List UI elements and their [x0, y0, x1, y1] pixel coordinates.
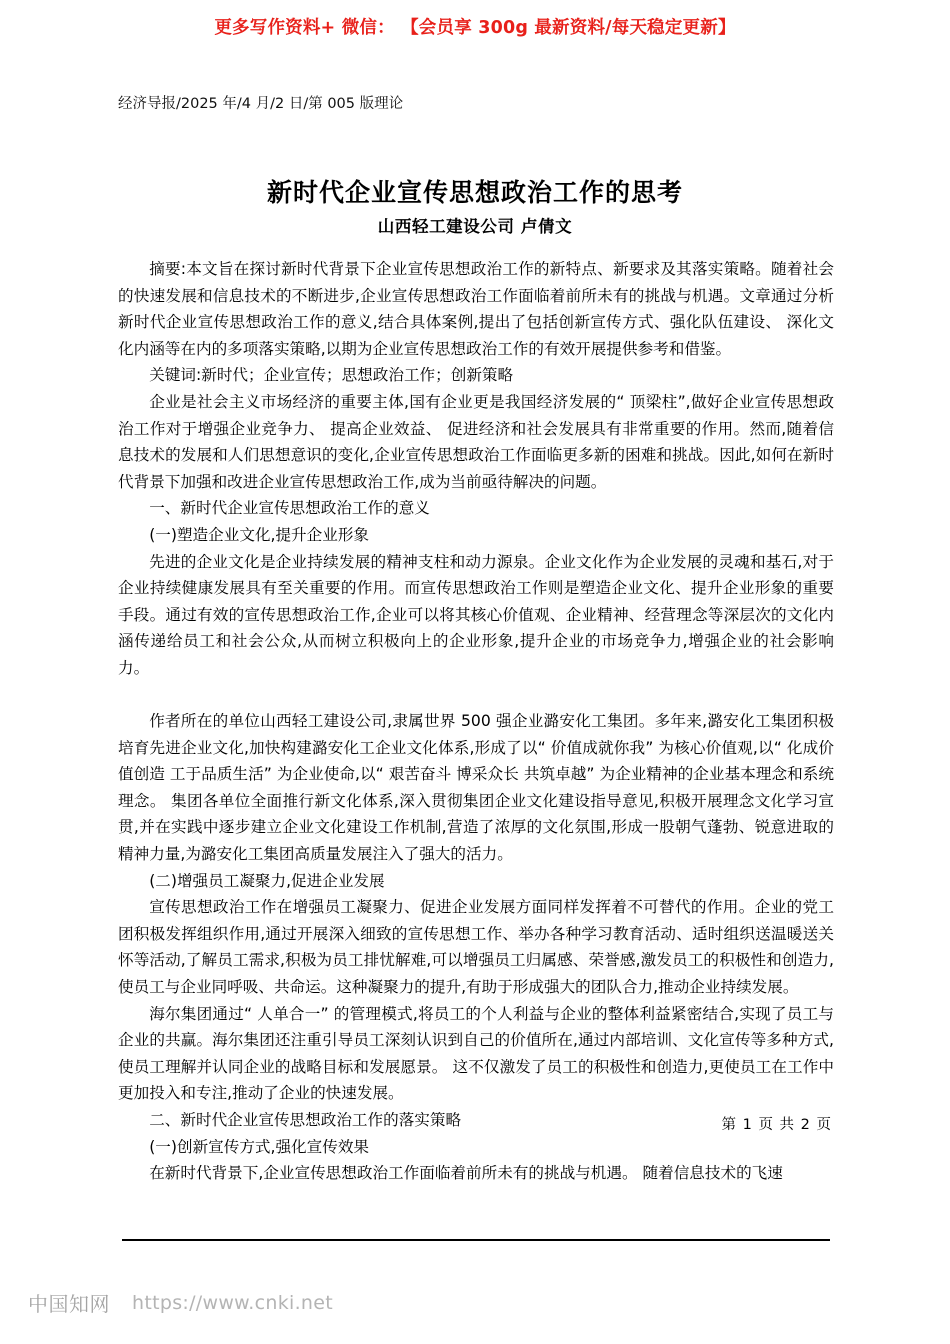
author-byline: 山西轻工建设公司 卢倩文 [377, 217, 573, 236]
subsection-heading-2-1: (一)创新宣传方式,强化宣传效果 [149, 1137, 370, 1156]
paragraph-body-2-1: 在新时代背景下,企业宣传思想政治工作面临着前所未有的挑战与机遇。 随着信息技术的飞速 [149, 1164, 783, 1183]
paragraph-body-1-2: 宣传思想政治工作在增强员工凝聚力、促进企业发展方面同样发挥着不可替代的作用。企业的党工团积极发挥组织作用,通过开展深入细致的宣传思想工作、举办各种学习教育活动、适时组织送温暖送关怀等活动,了解员工需求,积极为员工排忧解难,可以增强员工归属感、荣誉感,激发员工的积极性和创造力,使员工与企业同呼吸、共命运。这种凝聚力的提升,有助于形成强大的团队合力,推动企业持续发展。 [118, 898, 834, 997]
paragraph-body-1-1: 先进的企业文化是企业持续发展的精神支柱和动力源泉。企业文化作为企业发展的灵魂和基石,对于企业持续健康发展具有至关重要的作用。而宣传思想政治工作则是塑造企业文化、提升企业形象的重要手段。通过有效的宣传思想政治工作,企业可以将其核心价值观、企业精神、经营理念等深层次的文化内涵传递给员工和社会公众,从而树立积极向上的企业形象,提升企业的市场竞争力,增强企业的社会影响力。 [118, 552, 834, 677]
promo-banner: 更多写作资料+ 微信： 【会员享 300g 最新资料/每天稳定更新】 [214, 18, 736, 38]
footer-divider [122, 1239, 830, 1241]
paragraph-abstract: 摘要:本文旨在探讨新时代背景下企业宣传思想政治工作的新特点、新要求及其落实策略。随着社会的快速发展和信息技术的不断进步,企业宣传思想政治工作面临着前所未有的挑战与机遇。文章通过分析新时代企业宣传思想政治工作的意义,结合具体案例,提出了包括创新宣传方式、强化队伍建设、 深化文化内涵等在内的多项落实策略,以期为企业宣传思想政治工作的有效开展提供参考和借鉴。 [118, 260, 834, 358]
cnki-url-text: https://www.cnki.net [132, 1291, 334, 1314]
article-body [118, 256, 834, 1187]
paragraph-introduction: 企业是社会主义市场经济的重要主体,国有企业更是我国经济发展的“ 顶梁柱”,做好企业宣传思想政治工作对于增强企业竞争力、 提高企业效益、 促进经济和社会发展具有非常重要的作用。然而,随着信息技术的发展和人们思想意识的变化,企业宣传思想政治工作面临更多新的困难和挑战。因此,如何在新时代背景下加强和改进企业宣传思想政治工作,成为当前亟待解决的问题。 [118, 392, 834, 491]
subsection-heading-1-1: (一)塑造企业文化,提升企业形象 [149, 525, 370, 544]
paragraph-case-luan: 作者所在的单位山西轻工建设公司,隶属世界 500 强企业潞安化工集团。多年来,潞安化工集团积极培育先进企业文化,加快构建潞安化工企业文化体系,形成了以“ 价值成就你我” 为核心价值观,以“ 化成价值创造 工于品质生活” 为企业使命,以“ 艰苦奋斗 博采众长 共筑卓越” 为企业精神的企业基本理念和系统理念。 集团各单位全面推行新文化体系,深入贯彻集团企业文化建设指导意见,积极开展理念文化学习宣贯,并在实践中逐步建立企业文化建设工作机制,营造了浓厚的文化氛围,形成一股朝气蓬勃、锐意进取的精神力量,为潞安化工集团高质量发展注入了强大的活力。 [118, 712, 834, 864]
paragraph-case-haier: 海尔集团通过“ 人单合一” 的管理模式,将员工的个人利益与企业的整体利益紧密结合,实现了员工与企业的共赢。海尔集团还注重引导员工深刻认识到自己的价值所在,通过内部培训、文化宣传等多种方式,使员工理解并认同企业的战略目标和发展愿景。 这不仅激发了员工的积极性和创造力,更使员工在工作中更加投入和专注,推动了企业的快速发展。 [118, 1004, 834, 1103]
page-number-footer: 第 1 页 共 2 页 [721, 1117, 832, 1133]
publication-masthead: 经济导报/2025 年/4 月/2 日/第 005 版理论 [118, 96, 404, 112]
section-heading-two: 二、新时代企业宣传思想政治工作的落实策略 [149, 1111, 462, 1129]
paragraph-keywords: 关键词:新时代；企业宣传；思想政治工作；创新策略 [149, 366, 514, 385]
page-title: 新时代企业宣传思想政治工作的思考 [266, 177, 683, 207]
subsection-heading-1-2: (二)增强员工凝聚力,促进企业发展 [149, 871, 385, 890]
cnki-logo-text: 中国知网 [28, 1292, 110, 1316]
cnki-watermark [28, 1288, 333, 1317]
section-heading-one: 一、新时代企业宣传思想政治工作的意义 [149, 499, 430, 518]
